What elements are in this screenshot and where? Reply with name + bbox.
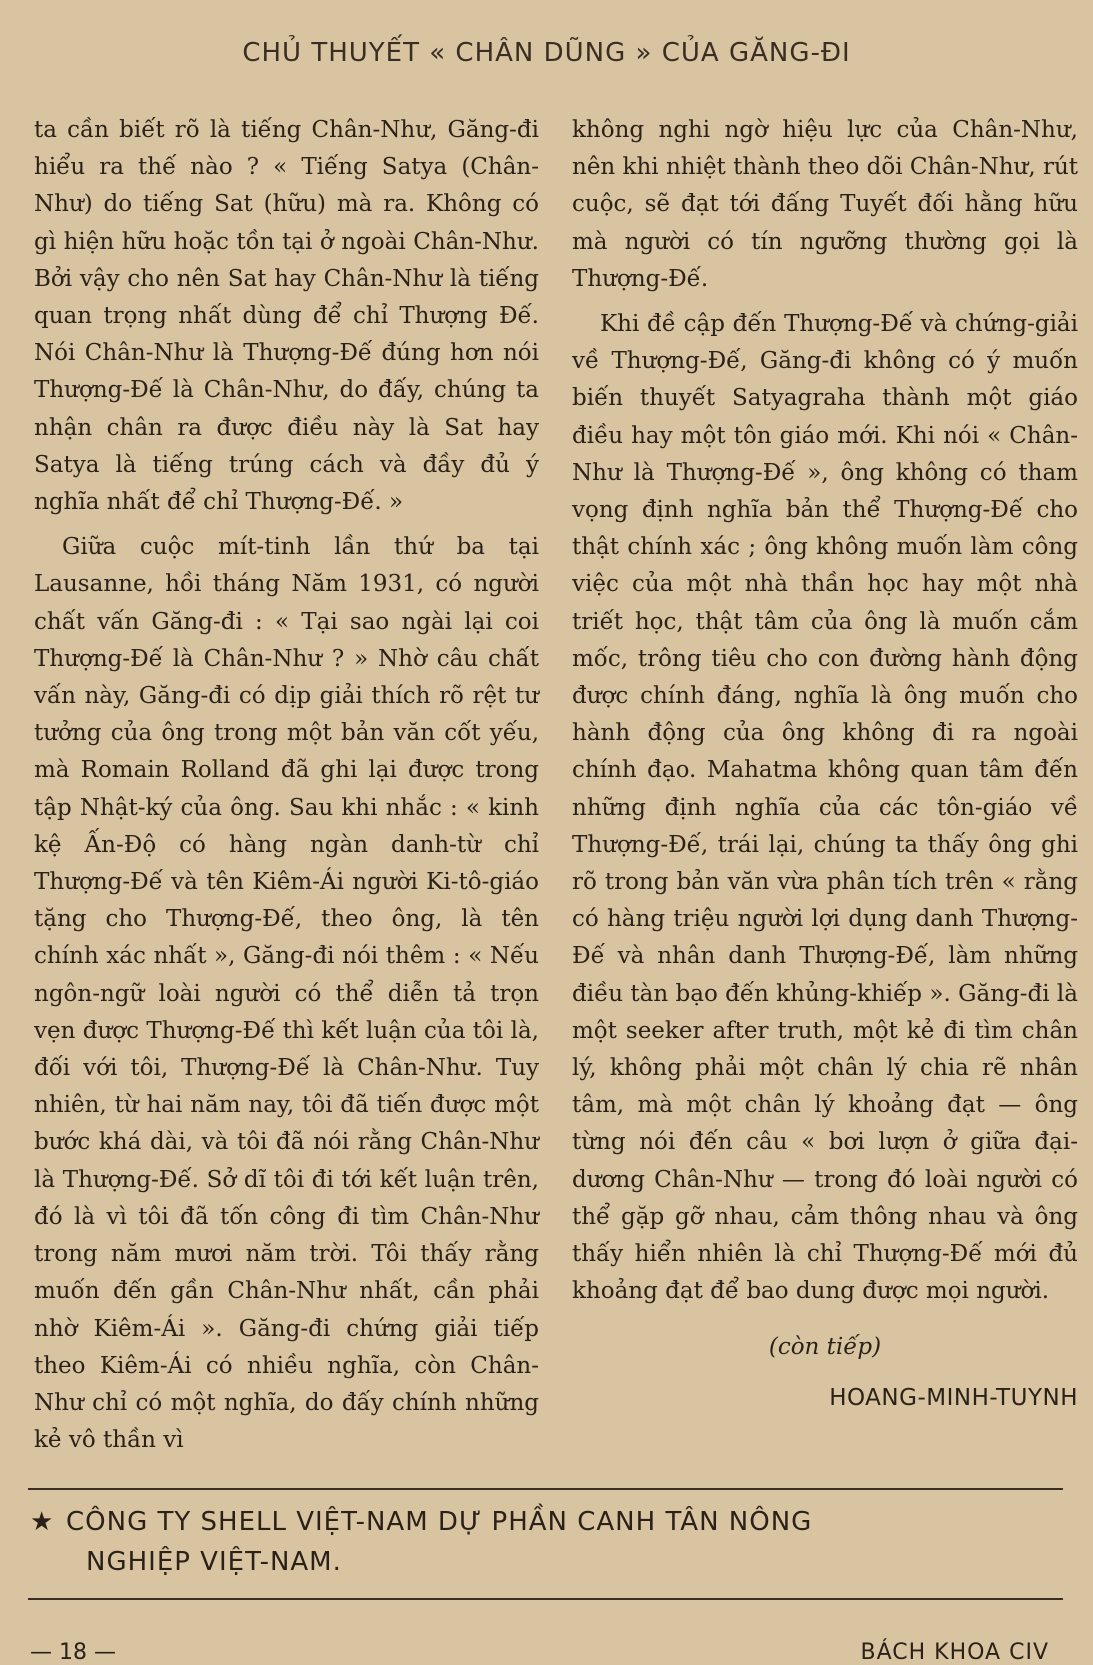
right-column [572, 112, 1078, 1417]
star-icon: ★ [30, 1507, 55, 1537]
paragraph: Khi đề cập đến Thượng-Đế và chứng-giải về Thượng-Đế, Găng-đi không có ý muốn biến thuyết Satyagraha thành một giáo điều hay một tôn giáo mới. Khi nói « Chân-Như là Thượng-Đế », ông không có tham vọng định nghĩa bản thể Thượng-Đế cho thật chính xác ; ông không muốn làm công việc của một nhà thần học hay một nhà triết học, thật tâm của ông là muốn cắm mốc, trông tiêu cho con đường hành động được chính đáng, nghĩa là ông muốn cho hành động của ông không đi ra ngoài chính đạo. Mahatma không quan tâm đến những định nghĩa của các tôn-giáo về Thượng-Đế, trái lại, chúng ta thấy ông ghi rõ trong bản văn vừa phân tích trên « rằng có hàng triệu người lợi dụng danh Thượng-Đế và nhân danh Thượng-Đế, làm những điều tàn bạo đến khủng-khiếp ». Găng-đi là một seeker after truth, một kẻ đi tìm chân lý, không phải một chân lý chia rẽ nhân tâm, mà một chân lý khoảng đạt — ông từng nói đến câu « bơi lượn ở giữa đại-dương Chân-Như — trong đó loài người có thể gặp gỡ nhau, cảm thông nhau và ông thấy hiển nhiên là chỉ Thượng-Đế mới đủ khoảng đạt để bao dung được mọi người. [572, 311, 1078, 1305]
paragraph: không nghi ngờ hiệu lực của Chân-Như, nên khi nhiệt thành theo dõi Chân-Như, rút cuộc, sẽ đạt tới đấng Tuyết đối hằng hữu mà người có tín ngưỡng thường gọi là Thượng-Đế. [572, 117, 1079, 292]
paragraph: Giữa cuộc mít-tinh lần thứ ba tại Lausanne, hồi tháng Năm 1931, có người chất vấn Găng-đi : « Tại sao ngài lại coi Thượng-Đế là Chân-Như ? » Nhờ câu chất vấn này, Găng-đi có dịp giải thích rõ rệt tư tưởng của ông trong một bản văn cốt yếu, mà Romain Rolland đã ghi lại được trong tập Nhật-ký của ông. Sau khi nhắc : « kinh kệ Ấn-Độ có hàng ngàn danh-từ chỉ Thượng-Đế và tên Kiêm-Ái người Ki-tô-giáo tặng cho Thượng-Đế, theo ông, là tên chính xác nhất », Găng-đi nói thêm : « Nếu ngôn-ngữ loài người có thể diễn tả trọn vẹn được Thượng-Đế thì kết luận của tôi là, đối với tôi, Thượng-Đế là Chân-Như. Tuy nhiên, từ hai năm nay, tôi đã tiến được một bước khá dài, và tôi đã nói rằng Chân-Như là Thượng-Đế. Sở dĩ tôi đi tới kết luận trên, đó là vì tôi đã tốn công đi tìm Chân-Như trong năm mươi năm trời. Tôi thấy rằng muốn đến gần Chân-Như nhất, cần phải nhờ Kiêm-Ái ». Găng-đi chứng giải tiếp theo Kiêm-Ái có nhiều nghĩa, còn Chân-Như chỉ có một nghĩa, do đấy chính những kẻ vô thần vì [34, 534, 539, 1454]
running-head: CHỦ THUYẾT « CHÂN DŨNG » CỦA GĂNG-ĐI [242, 38, 851, 68]
divider-top [28, 1488, 1063, 1490]
publication-name: BÁCH KHOA CIV [860, 1640, 1049, 1665]
divider-bottom [28, 1598, 1063, 1600]
notice-line-2: NGHIỆP VIỆT-NAM. [86, 1547, 342, 1577]
author-signature: HOANG-MINH-TUYNH [829, 1384, 1078, 1411]
notice-box [30, 1502, 1070, 1582]
left-column [34, 112, 539, 1459]
notice-line-1: CÔNG TY SHELL VIỆT-NAM DỰ PHẦN CANH TÂN NÔNG [66, 1507, 813, 1537]
continued-note: (còn tiếp) [768, 1333, 882, 1360]
paragraph: ta cần biết rõ là tiếng Chân-Như, Găng-đi hiểu ra thế nào ? « Tiếng Satya (Chân-Như) do tiếng Sat (hữu) mà ra. Không có gì hiện hữu hoặc tồn tại ở ngoài Chân-Như. Bởi vậy cho nên Sat hay Chân-Như là tiếng quan trọng nhất dùng để chỉ Thượng Đế. Nói Chân-Như là Thượng-Đế đúng hơn nói Thượng-Đế là Chân-Như, do đấy, chúng ta nhận chân ra được điều này là Sat hay Satya là tiếng trúng cách và đầy đủ ý nghĩa nhất để chỉ Thượng-Đế. » [34, 117, 539, 516]
page-number: — 18 — [30, 1640, 116, 1665]
